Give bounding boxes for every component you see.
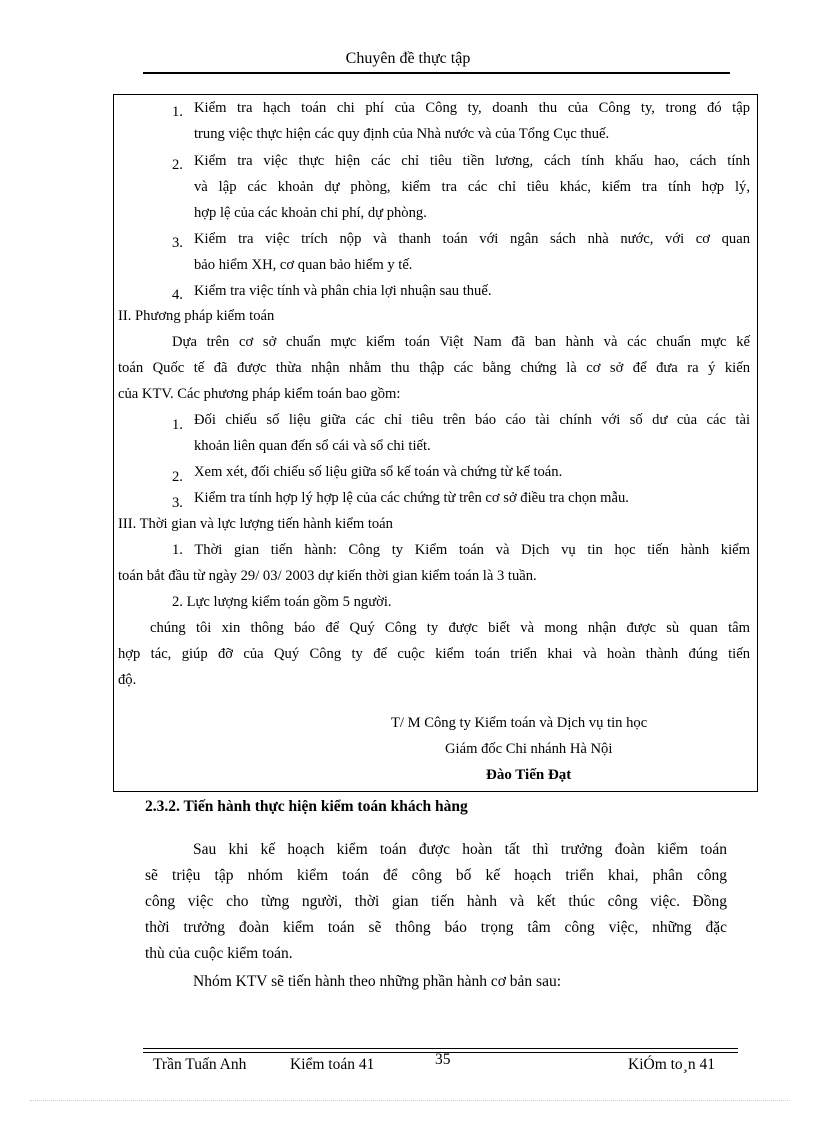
list-number: 3. [172,235,183,251]
list-number: 2. [172,469,183,485]
signature-position: Giám đốc Chi nhánh Hà Nội [445,741,613,757]
footer-rule [143,1048,738,1049]
signature-name: Đào Tiến Đạt [486,767,572,783]
page-bottom-edge [30,1100,790,1101]
paragraph-line: toán bắt đầu từ ngày 29/ 03/ 2003 dự kiến thời gian kiểm toán là 3 tuần. [118,568,537,584]
paragraph-line: chúng tôi xin thông báo để Quý Công ty được biết và mong nhận được sù quan tâm [150,620,750,636]
list-number: 4. [172,287,183,303]
list-item-line: và lập các khoản dự phòng, kiểm tra các chỉ tiêu khác, kiểm tra tính hợp lý, [194,179,750,195]
section-heading: 2.3.2. Tiến hành thực hiện kiểm toán khách hàng [145,798,468,815]
body-line: sẽ triệu tập nhóm kiểm toán để công bố kế hoạch triển khai, phân công [145,867,727,884]
list-item-line: khoản liên quan đến sổ cái và sổ chi tiết. [194,438,431,454]
list-item-line: Đối chiếu số liệu giữa các chỉ tiêu trên báo cáo tài chính với số dư của các tài [194,412,750,428]
list-item-line: trung việc thực hiện các quy định của Nhà nước và của Tổng Cục thuế. [194,126,610,142]
list-item-line: hợp lệ của các khoản chi phí, dự phòng. [194,205,427,221]
body-line: Nhóm KTV sẽ tiến hành theo những phần hành cơ bản sau: [193,973,562,990]
paragraph-line: toán Quốc tế đã được thừa nhận nhằm thu thập các bằng chứng là cơ sở để đưa ra ý kiến [118,360,750,376]
section-title: II. Phương pháp kiểm toán [118,308,275,324]
footer-author: Trần Tuấn Anh [153,1056,247,1073]
footer-class-left: Kiểm toán 41 [290,1056,375,1073]
list-number: 1. [172,104,183,120]
paragraph-line: Dựa trên cơ sở chuẩn mực kiểm toán Việt Nam đã ban hành và các chuẩn mực kế [172,334,750,350]
paragraph-line: 2. Lực lượng kiểm toán gồm 5 người. [172,594,392,610]
signature-company: T/ M Công ty Kiểm toán và Dịch vụ tin học [391,715,648,731]
page-header-title: Chuyên đề thực tập [345,50,471,67]
footer-class-right: KiÓm to¸n 41 [628,1056,715,1073]
body-line: Sau khi kế hoạch kiểm toán được hoàn tất thì trưởng đoàn kiểm toán [193,841,727,858]
body-line: công việc cho từng người, thời gian tiến hành và kết thúc công việc. Đồng [145,893,727,910]
paragraph-line: của KTV. Các phương pháp kiểm toán bao gồm: [118,386,401,402]
page-number: 35 [435,1051,451,1068]
paragraph-line: 1. Thời gian tiến hành: Công ty Kiểm toán và Dịch vụ tin học tiến hành kiểm [172,542,750,558]
list-item-line: Xem xét, đối chiếu số liệu giữa sổ kế toán và chứng từ kế toán. [194,464,563,480]
list-item-line: Kiểm tra việc thực hiện các chỉ tiêu tiền lương, cách tính khấu hao, cách tính [194,153,750,169]
list-item-line: Kiểm tra việc trích nộp và thanh toán với ngân sách nhà nước, với cơ quan [194,231,750,247]
list-item-line: bảo hiểm XH, cơ quan bảo hiểm y tế. [194,257,413,273]
paragraph-line: độ. [118,672,137,688]
list-item-line: Kiểm tra tính hợp lý hợp lệ của các chứng từ trên cơ sở điều tra chọn mẫu. [194,490,629,506]
section-title: III. Thời gian và lực lượng tiến hành kiểm toán [118,516,393,532]
list-number: 2. [172,157,183,173]
header-rule [143,72,730,74]
list-number: 1. [172,417,183,433]
body-line: thù của cuộc kiểm toán. [145,945,293,962]
body-line: thời trưởng đoàn kiểm toán sẽ thông báo trọng tâm công việc, những đặc [145,919,727,936]
paragraph-line: hợp tác, giúp đỡ của Quý Công ty để cuộc kiểm toán triển khai và hoàn thành đúng tiến [118,646,750,662]
list-item-line: Kiểm tra việc tính và phân chia lợi nhuận sau thuế. [194,283,492,299]
list-item-line: Kiểm tra hạch toán chi phí của Công ty, doanh thu của Công ty, trong đó tập [194,100,750,116]
list-number: 3. [172,495,183,511]
notice-box [113,94,758,792]
